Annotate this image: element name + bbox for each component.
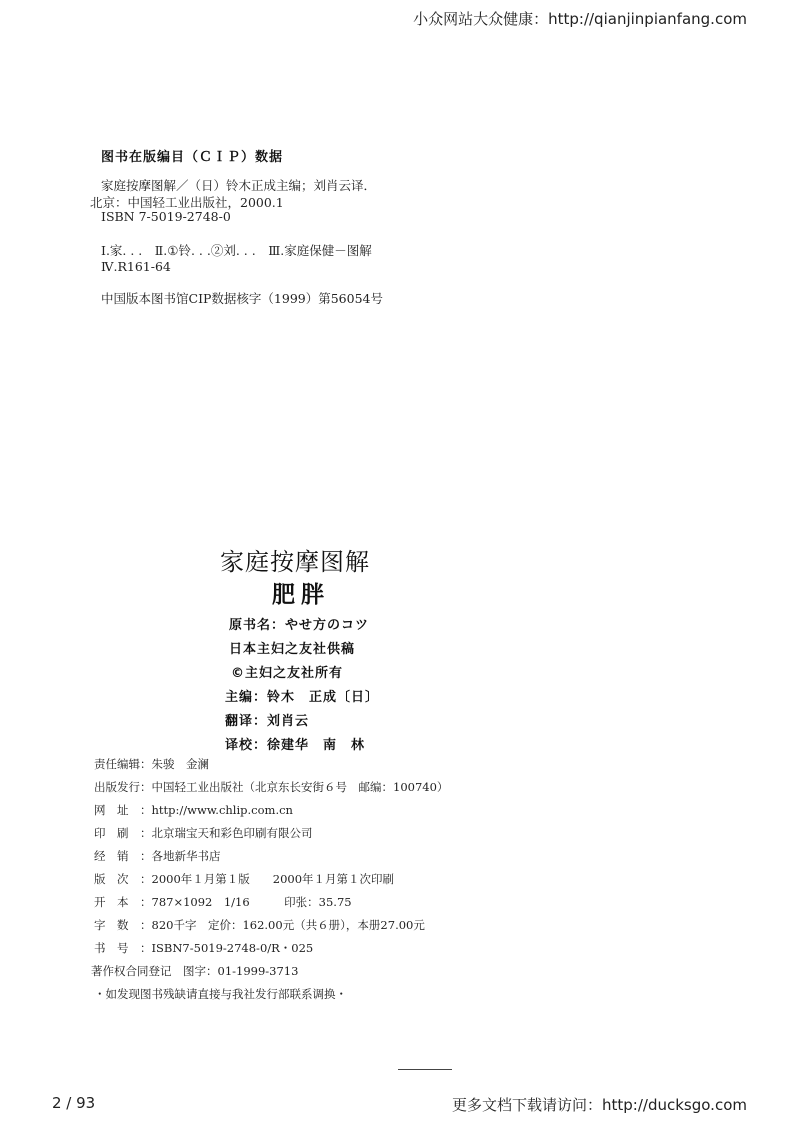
pub-row [94, 894, 352, 910]
pub-label: 字 数 [94, 918, 129, 932]
header-site-link[interactable]: 小众网站大众健康：http://qianjinpianfang.com [413, 10, 747, 28]
cip-line: Ⅳ.R161-64 [101, 259, 171, 274]
page-divider-mark [398, 1069, 452, 1071]
pub-row [94, 848, 221, 864]
pub-label: 出版发行 [94, 780, 140, 794]
pub-row [94, 825, 313, 841]
pub-row [94, 917, 425, 933]
pub-label: 责任编辑 [94, 757, 140, 771]
book-title: 家庭按摩图解 [220, 548, 370, 576]
pub-label: 书 号 [94, 941, 129, 955]
cip-line: 北京：中国轻工业出版社，2000.1 [90, 195, 284, 210]
pub-label: 版 次 [94, 872, 129, 886]
pub-label: 印 刷 [94, 826, 129, 840]
pub-row [94, 871, 394, 887]
pub-value: ：ISBN7-5019-2748-0/R・025 [140, 941, 314, 955]
pub-value: 图字：01-1999-3713 [171, 964, 299, 978]
pub-value: ：朱骏 金澜 [140, 757, 209, 771]
pub-row [91, 963, 298, 979]
page-indicator: 2 / 93 [52, 1094, 96, 1112]
pub-value: ：中国轻工业出版社（北京东长安街６号 邮编：100740） [140, 780, 449, 794]
cip-title: 图书在版编目（ＣＩＰ）数据 [101, 150, 284, 165]
credit-translator: 翻译：刘肖云 [225, 714, 310, 729]
pub-row [94, 986, 347, 1002]
cip-line: Ⅰ.家. . . Ⅱ.①铃. . .②刘. . . Ⅲ.家庭保健－图解 [101, 243, 372, 258]
credit-copyright: ©主妇之友社所有 [231, 666, 344, 681]
cip-line: 中国版本图书馆CIP数据核字（1999）第56054号 [101, 291, 383, 306]
pub-value: ：2000年１月第１版 2000年１月第１次印刷 [140, 872, 395, 886]
pub-label: 网 址 [94, 803, 129, 817]
credit-source: 日本主妇之友社供稿 [229, 642, 356, 657]
pub-row [94, 802, 293, 818]
pub-value: ：各地新华书店 [140, 849, 221, 863]
pub-notice: ・如发现图书残缺请直接与我社发行部联系调换・ [94, 987, 347, 1001]
book-subtitle: 肥胖 [272, 582, 330, 608]
pub-row [94, 756, 209, 772]
cip-line: 家庭按摩图解／（日）铃木正成主编；刘肖云译． [101, 178, 377, 193]
credit-editor: 主编：铃木 正成〔日〕 [225, 690, 380, 705]
pub-label: 经 销 [94, 849, 129, 863]
credit-original-title: 原书名：やせ方のコツ [229, 618, 370, 633]
pub-label: 著作权合同登记 [91, 964, 172, 978]
pub-value: ：820千字 定价：162.00元（共６册），本册27.00元 [140, 918, 425, 932]
cip-line: ISBN 7-5019-2748-0 [101, 209, 231, 224]
footer-download-link[interactable]: 更多文档下载请访问：http://ducksgo.com [452, 1096, 747, 1114]
pub-label: 开 本 [94, 895, 129, 909]
pub-value: ：787×1092 1/16 印张：35.75 [140, 895, 352, 909]
pub-row [94, 779, 448, 795]
pub-row [94, 940, 313, 956]
credit-proofreader: 译校：徐建华 南 林 [225, 738, 366, 753]
pub-value: ：北京瑞宝天和彩色印刷有限公司 [140, 826, 313, 840]
pub-value[interactable]: ：http://www.chlip.com.cn [140, 803, 293, 817]
